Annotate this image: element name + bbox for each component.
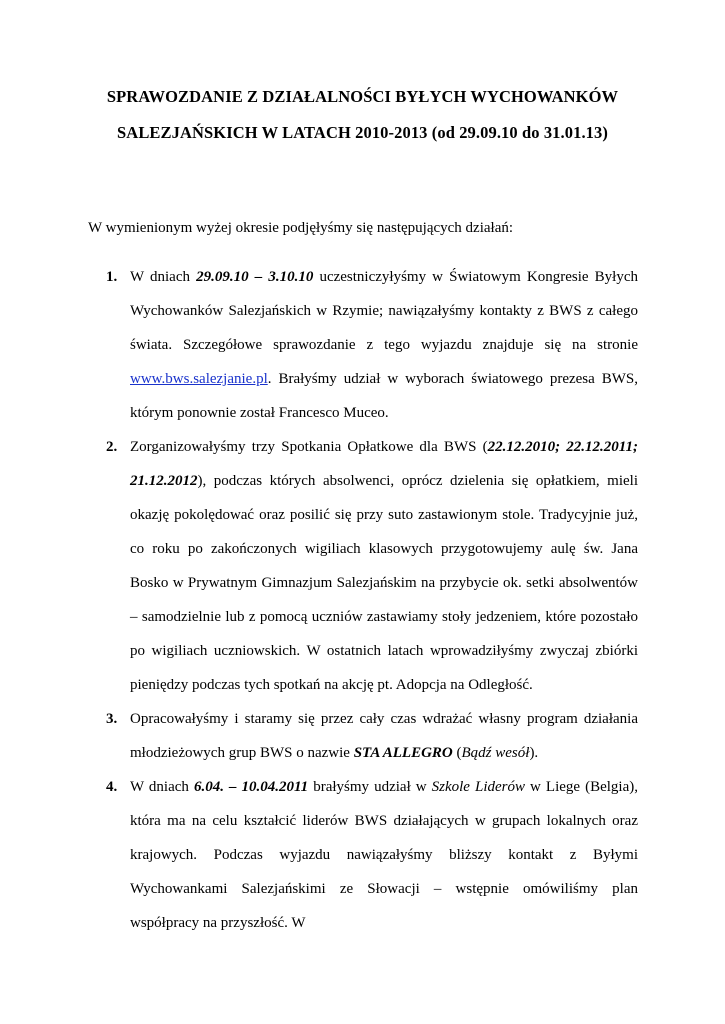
text-run: Opracowałyśmy i staramy się przez cały czas wdrażać własny program działania młodzieżowych grup BWS o nazwie <box>130 711 638 761</box>
list-item-text <box>130 702 638 770</box>
list-item-number: 3. <box>106 711 118 727</box>
list-item-text <box>130 770 638 940</box>
list-item-text <box>130 260 638 430</box>
website-link[interactable]: www.bws.salezjanie.pl <box>130 371 268 387</box>
text-run: ), podczas których absolwenci, oprócz dzielenia się opłatkiem, mieli okazję pokolędować oraz posilić się przy suto zastawionym stole. Tradycyjnie już, co roku po zakończonych wigiliach klasowych przygotowujemy aulę św. Jana Bosko w Prywatnym Gimnazjum Salezjańskim na przybycie ok. setki absolwentów – samodzielnie lub z pomocą uczniów zastawiamy stoły jedzeniem, które pozostało po wigiliach uczniowskich. W ostatnich latach wprowadziłyśmy zwyczaj zbiórki pieniędzy podczas tych spotkań na akcję pt. Adopcja na Odległość. <box>130 473 638 693</box>
list-item-text <box>130 430 638 702</box>
event-name: Szkole Liderów <box>431 779 526 795</box>
document-title-line-1: SPRAWOZDANIE Z DZIAŁALNOŚCI BYŁYCH WYCHOWANKÓW <box>106 87 619 106</box>
date-range: 29.09.10 – 3.10.10 <box>196 269 314 285</box>
text-run: W dniach <box>130 779 194 795</box>
text-run: ). <box>529 745 539 761</box>
text-run: . Brałyśmy udział w wyborach światowego prezesa BWS, którym ponownie został Francesco Muceo. <box>130 371 638 421</box>
program-translation: Bądź wesół <box>461 745 530 761</box>
text-run: w Liege (Belgia), która ma na celu kształcić liderów BWS działających w grupach lokalnych oraz krajowych. Podczas wyjazdu nawiązałyśmy bliższy kontakt z Byłymi Wychowankami Salezjańskimi ze Słowacji – wstępnie omówiliśmy plan współpracy na przyszłość. W <box>130 779 638 931</box>
text-run: uczestniczyłyśmy w Światowym Kongresie Byłych Wychowanków Salezjańskich w Rzymie; nawiązałyśmy kontakty z BWS z całego świata. Szczegółowe sprawozdanie z tego wyjazdu znajduje się na stronie <box>130 269 638 353</box>
list-item <box>106 770 638 940</box>
text-run: brałyśmy udział w <box>308 779 432 795</box>
intro-paragraph: W wymienionym wyżej okresie podjęłyśmy się następujących działań: <box>88 220 514 236</box>
activities-list <box>106 260 638 940</box>
list-item-number: 4. <box>106 779 118 795</box>
list-item <box>106 702 638 770</box>
list-item-number: 1. <box>106 269 118 285</box>
program-name: STA ALLEGRO <box>353 745 453 761</box>
text-run: ( <box>452 745 462 761</box>
date-range: 6.04. – 10.04.2011 <box>193 779 309 795</box>
text-run: Zorganizowałyśmy trzy Spotkania Opłatkowe dla BWS ( <box>130 439 488 455</box>
list-item <box>106 260 638 430</box>
list-item-number: 2. <box>106 439 118 455</box>
dates: 22.12.2010; 22.12.2011; 21.12.2012 <box>130 439 638 489</box>
text-run: W dniach <box>130 269 197 285</box>
document-title-line-2: SALEZJAŃSKICH W LATACH 2010-2013 (od 29.09.10 do 31.01.13) <box>117 123 608 142</box>
list-item <box>106 430 638 702</box>
